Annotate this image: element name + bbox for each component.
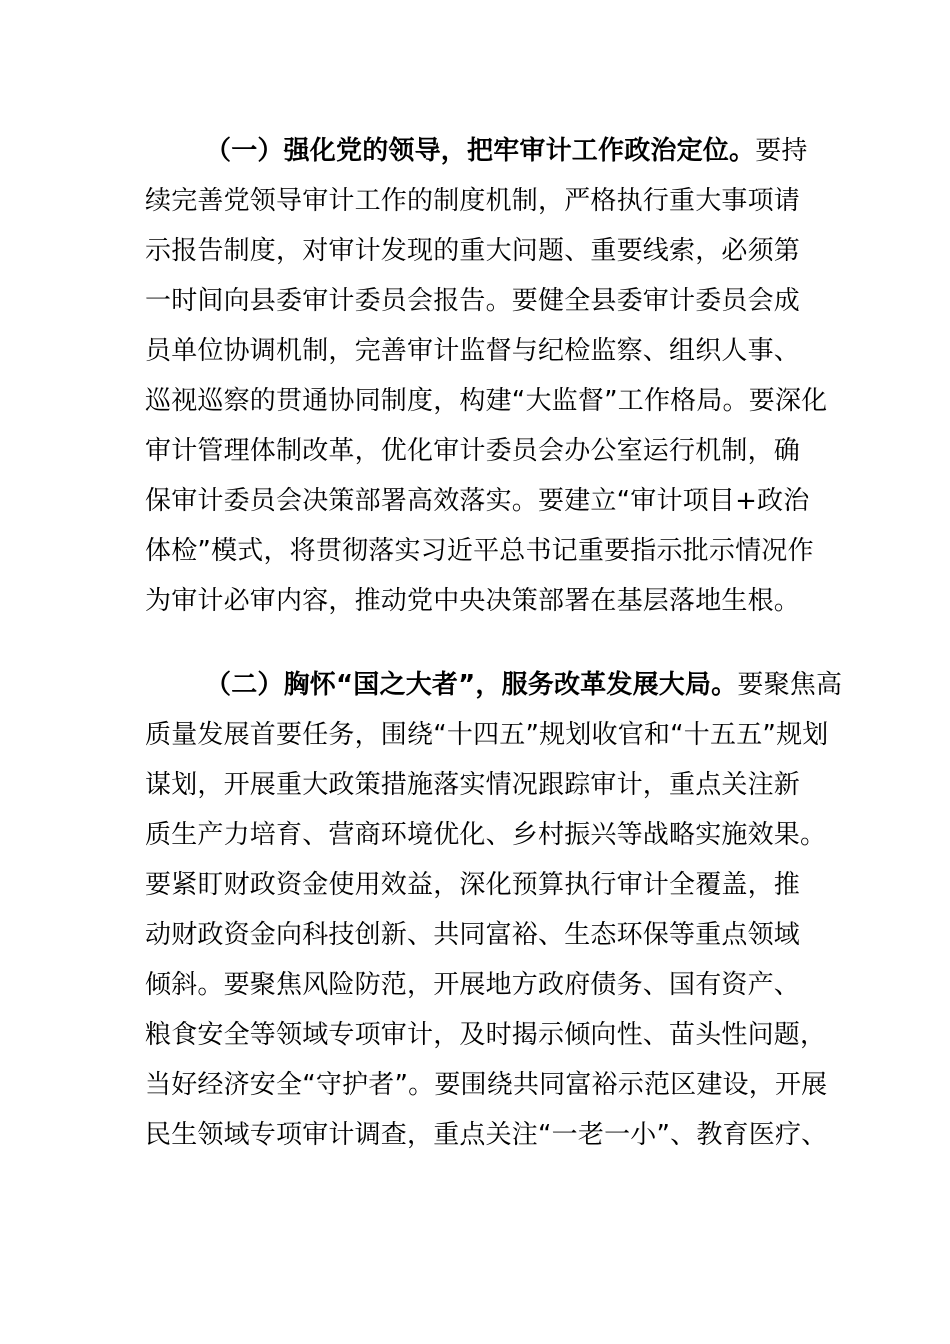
paragraph-line: 粮食安全等领域专项审计，及时揭示倾向性、苗头性问题，	[145, 1020, 827, 1050]
paragraph-line: 一时间向县委审计委员会报告。要健全县委审计委员会成	[145, 286, 801, 316]
section-2-paragraph	[145, 660, 843, 1160]
section-1-heading: （一）强化党的领导，把牢审计工作政治定位。	[205, 136, 756, 166]
paragraph-line	[145, 126, 815, 176]
paragraph-line: 为审计必审内容，推动党中央决策部署在基层落地生根。	[145, 586, 801, 616]
section-2-heading: （二）胸怀“国之大者”，服务改革发展大局。	[205, 670, 738, 700]
paragraph-line: 民生领域专项审计调查，重点关注“一老一小”、教育医疗、	[145, 1120, 828, 1150]
paragraph-text: 要持	[755, 136, 808, 166]
paragraph-line: 审计管理体制改革，优化审计委员会办公室运行机制，确	[145, 436, 801, 466]
paragraph-line: 体检”模式，将贯彻落实习近平总书记重要指示批示情况作	[145, 536, 814, 566]
paragraph-line: 动财政资金向科技创新、共同富裕、生态环保等重点领域	[145, 920, 801, 950]
paragraph-line: 保审计委员会决策部署高效落实。要建立“审计项目+政治	[145, 486, 810, 516]
paragraph-line: 示报告制度，对审计发现的重大问题、重要线索，必须第	[145, 236, 801, 266]
section-1-paragraph	[145, 126, 828, 626]
paragraph-line: 当好经济安全“守护者”。要围绕共同富裕示范区建设，开展	[145, 1070, 828, 1100]
paragraph-line: 员单位协调机制，完善审计监督与纪检监察、组织人事、	[145, 336, 801, 366]
paragraph-line: 质量发展首要任务，围绕“十四五”规划收官和“十五五”规划	[145, 720, 829, 750]
paragraph-line	[145, 660, 843, 710]
paragraph-line: 要紧盯财政资金使用效益，深化预算执行审计全覆盖，推	[145, 870, 801, 900]
paragraph-line: 巡视巡察的贯通协同制度，构建“大监督”工作格局。要深化	[145, 386, 828, 416]
paragraph-line: 续完善党领导审计工作的制度机制，严格执行重大事项请	[145, 186, 801, 216]
paragraph-text: 要聚焦高	[737, 670, 843, 700]
paragraph-line: 谋划，开展重大政策措施落实情况跟踪审计，重点关注新	[145, 770, 801, 800]
paragraph-line: 质生产力培育、营商环境优化、乡村振兴等战略实施效果。	[145, 820, 827, 850]
paragraph-line: 倾斜。要聚焦风险防范，开展地方政府债务、国有资产、	[145, 970, 801, 1000]
